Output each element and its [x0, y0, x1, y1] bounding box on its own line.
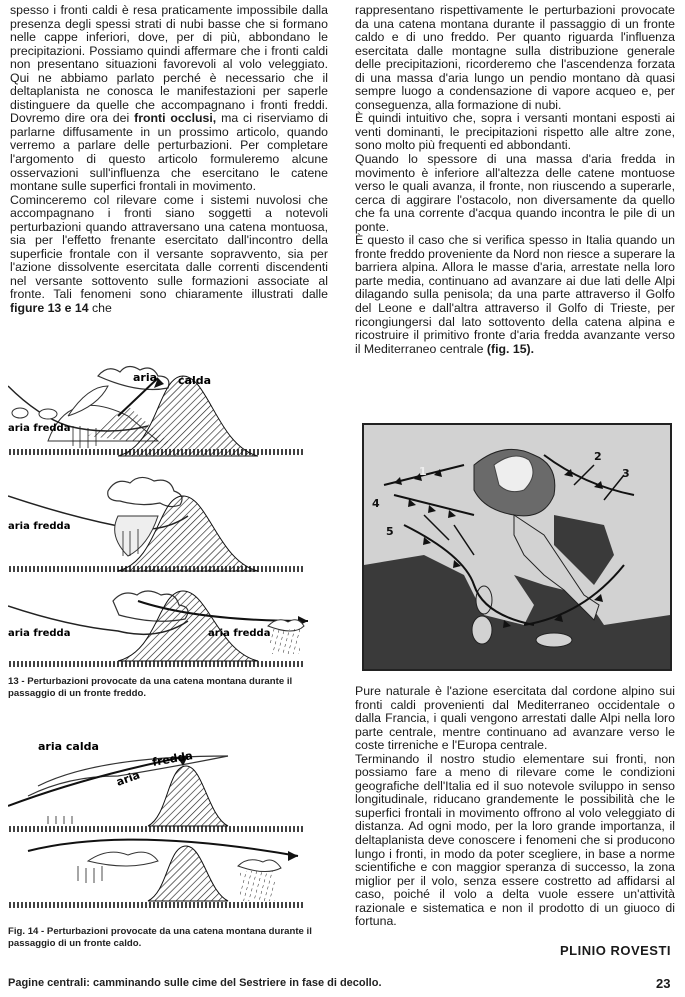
map-label-3: 3 [622, 467, 630, 480]
figure-13-illustration [8, 346, 328, 676]
figure-13 [8, 346, 328, 676]
map-label-1: 1 [419, 465, 427, 478]
label-aria-fredda: aria fredda [8, 423, 71, 434]
right-paragraph-3: Quando lo spessore di una massa d'aria fredda in movimento è inferiore all'altezza delle catene montuose verso le quali avanza, il fronte, non riuscendo a superarle, cerca di aggirare l'ostacolo, non diversamente da quello che fa una corrente d'acqua quando incontra le pile di un ponte. [355, 152, 675, 234]
label-aria: aria [133, 371, 158, 384]
map-illustration [364, 425, 670, 669]
label-calda: calda [178, 374, 212, 387]
text-run: che [88, 301, 112, 316]
figure-13-caption: 13 - Perturbazioni provocate da una catena montana durante il passaggio di un fronte freddo. [8, 676, 293, 699]
figure-14 [8, 736, 328, 916]
bold-term-fronti-occlusi: fronti occlusi, [134, 111, 217, 126]
right-paragraph-6: Terminando il nostro studio elementare sui fronti, non possiamo fare a meno di rilevare come le condizioni geografiche dell'Italia ed il suo notevole sviluppo in senso longitudinale, riducano grandemente le possibilità che le superfici frontali in movimento offrono al volo veleggiato di distanza. Ad ogni modo, per la loro grande importanza, il deltaplanista deve conoscere i fenomeni che si producono lungo i fronti, in modo da poter scegliere, in base a norme scientifiche e con maggior speranza di successo, la zona miglior per il volo, senza essere costretto ad affidarsi al caso, poiché il volo a delta vuole essere un'attività razionale e sistematica e non il prodotto di un giuoco di fortuna. [355, 751, 675, 929]
author-signature: PLINIO ROVESTI [560, 943, 672, 958]
label-aria-fredda: aria fredda [8, 628, 71, 639]
right-paragraph-2: È quindi intuitivo che, sopra i versanti montani esposti ai venti dominanti, le precipitazioni rispetto alle altre zone, sono molto più frequenti ed abbondanti. [355, 111, 675, 153]
right-paragraph-1: rappresentano rispettivamente le perturbazioni provocate da una catena montana durante il passaggio di un fronte caldo e di uno freddo. Per quanto riguarda l'influenza esercitata dalle montagne sulla distribuzione generale delle precipitazioni, ricorderemo che l'ascendenza forzata di una massa d'aria lungo un pendio montano dà quasi sempre luogo a condensazione di vapore acqueo e, per conseguenza, alla formazione di nubi. [355, 3, 675, 112]
page-number: 23 [656, 976, 671, 991]
figure-reference: (fig. 15). [486, 341, 535, 356]
map-label-5: 5 [386, 525, 394, 538]
left-column [10, 4, 328, 316]
footer-note: Pagine centrali: camminando sulle cime del Sestriere in fase di decollo. [8, 977, 382, 989]
right-column-upper [355, 4, 675, 356]
label-aria: aria [114, 768, 142, 789]
label-aria-fredda: aria fredda [8, 521, 71, 532]
text-run: spesso i fronti caldi è resa praticamente impossibile dalla presenza degli spessi strati di nubi basse che si formano nelle cappe inferiori, dove, per di più, abbondano le precipitazioni. Possiamo quindi affermare che i fronti caldi non presentano situazioni favorevoli al volo veleggiato. Qui ne abbiamo parlato perché è necessario che il deltaplanista ne conosca le manifestazioni per saperle distinguere da quelle che accompagnano i fronti freddi. Dovremo dire ora dei [10, 3, 328, 126]
figure-reference: figure 13 e 14 [10, 301, 89, 316]
map-label-4: 4 [372, 497, 380, 510]
figure-15-map [362, 423, 672, 671]
label-fredda: fredda [151, 749, 194, 769]
text-run: ma ci riserviamo di parlarne diffusamente in un prossimo articolo, quando verremo a parlare delle perturbazioni. Per completare l'argomento di questo articolo formuleremo alcune osservazioni sull'influenza che esercitano le catene montane sulle superfici frontali in movimento. [10, 111, 328, 194]
label-aria-calda: aria calda [38, 740, 99, 753]
text-run: Cominceremo col rilevare come i sistemi nuvolosi che accompagnano i fronti siano soggetti a notevoli perturbazioni quando attraversano una catena montuosa, sia per l'effetto frenante esercitato dall'incontro della superficie frontale con il versante sopravvento, sia per l'azione dissolvente esercitata dalle correnti discendenti nel versante sottovento sulle formazioni associate al fronte. Tali fenomeni sono chiaramente illustrati dalle [10, 192, 328, 302]
text-run: È questo il caso che si verifica spesso in Italia quando un fronte freddo proveniente da Nord non riesce a superare la barriera alpina. Allora le masse d'aria, arrestate nella loro parte media, continuano ad avanzare ai due lati delle Alpi dilagando sulla penisola; da una parte attraverso il Golfo del Leone e dall'altra attraverso il Golfo di Trieste, per ricongiungersi dal lato sottovento della catena alpina e ricostruire il primitivo fronte d'aria fredda avanzante verso il Mediterraneo centrale [355, 233, 675, 356]
right-column-lower [355, 685, 675, 929]
figure-14-caption: Fig. 14 - Perturbazioni provocate da una catena montana durante il passaggio di un fronte caldo. [8, 926, 312, 949]
right-paragraph-4 [355, 234, 675, 356]
left-paragraph-2 [10, 194, 328, 316]
label-aria-fredda: aria fredda [208, 628, 271, 639]
left-paragraph-1 [10, 4, 328, 194]
map-label-2: 2 [594, 450, 602, 463]
figure-14-illustration [8, 736, 328, 916]
right-paragraph-5: Pure naturale è l'azione esercitata dal cordone alpino sui fronti caldi provenienti dal Mediterraneo occidentale o dalla Francia, i quali vengono arrestati dalle Alpi nella loro parte centrale, mentre continuano ad avanzare verso le coste tirreniche e l'Europa centrale. [355, 684, 675, 753]
